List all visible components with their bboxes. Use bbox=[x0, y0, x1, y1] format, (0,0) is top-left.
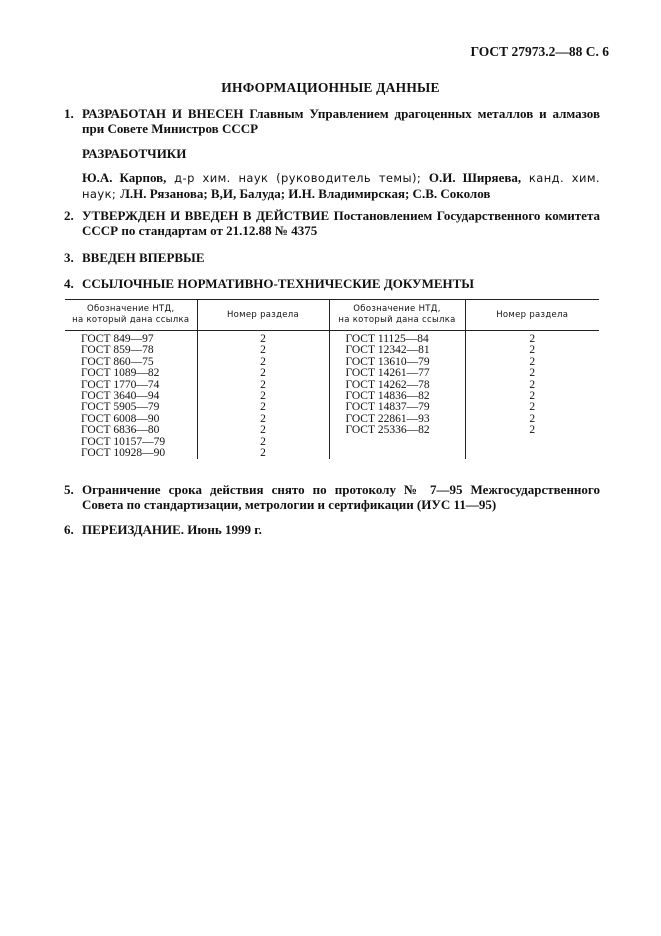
section-number-value: 2 bbox=[529, 401, 536, 414]
right-docs-cell bbox=[329, 331, 465, 460]
doc-designation: ГОСТ 10928—90 bbox=[81, 447, 166, 460]
doc-designation: ГОСТ 14836—82 bbox=[345, 390, 430, 403]
doc-designation: ГОСТ 859—78 bbox=[81, 344, 154, 357]
section-number-value: 2 bbox=[260, 344, 266, 357]
table-row bbox=[65, 331, 599, 460]
section-number-value: 2 bbox=[260, 367, 266, 380]
section-text: Ограничение срока действия снято по протоколу № 7—95 Межгосударственного Совета по стандартизации, метрологии и сертификации (ИУС 11—95) bbox=[82, 482, 600, 512]
doc-designation: ГОСТ 1089—82 bbox=[81, 367, 160, 380]
right-sections-cell bbox=[465, 331, 599, 460]
section-reissue bbox=[64, 522, 600, 537]
section-number-value: 2 bbox=[529, 424, 536, 437]
doc-designation: ГОСТ 14261—77 bbox=[345, 367, 430, 380]
doc-designation: ГОСТ 12342—81 bbox=[345, 344, 430, 357]
section-number-value: 2 bbox=[260, 401, 266, 414]
reference-documents-table bbox=[65, 299, 599, 459]
section-number-value: 2 bbox=[529, 367, 536, 380]
developers-heading: РАЗРАБОТЧИКИ bbox=[82, 146, 187, 161]
doc-designation: ГОСТ 14837—79 bbox=[345, 401, 430, 414]
doc-designation: ГОСТ 11125—84 bbox=[345, 333, 429, 345]
doc-designation: ГОСТ 13610—79 bbox=[345, 355, 430, 368]
section-number: 5. bbox=[64, 482, 74, 497]
page-title: ИНФОРМАЦИОННЫЕ ДАННЫЕ bbox=[221, 80, 440, 95]
section-number-value: 2 bbox=[260, 390, 266, 403]
section-number: 3. bbox=[64, 250, 74, 265]
doc-designation: ГОСТ 14262—78 bbox=[345, 378, 430, 391]
section-validity-limit bbox=[64, 482, 600, 512]
section-text: ПЕРЕИЗДАНИЕ. Июнь 1999 г. bbox=[82, 522, 262, 537]
column-header-section: Номер раздела bbox=[197, 300, 329, 331]
section-number-value: 2 bbox=[260, 378, 266, 391]
doc-designation: ГОСТ 22861—93 bbox=[345, 412, 430, 425]
doc-designation: ГОСТ 849—97 bbox=[81, 333, 154, 345]
developer-role: канд. хим. наук; bbox=[82, 171, 600, 201]
developer-name: О.И. Ширяева, bbox=[428, 170, 522, 185]
section-number-value: 2 bbox=[260, 333, 266, 345]
doc-designation: ГОСТ 10157—79 bbox=[81, 435, 166, 448]
page-header-code: ГОСТ 27973.2—88 С. 6 bbox=[470, 44, 609, 59]
section-reference-documents bbox=[64, 276, 600, 291]
section-number-value: 2 bbox=[529, 412, 536, 425]
section-number-value: 2 bbox=[529, 378, 536, 391]
section-number-value: 2 bbox=[260, 447, 266, 460]
section-first-introduced bbox=[64, 250, 600, 265]
column-header-section: Номер раздела bbox=[465, 300, 599, 331]
doc-designation: ГОСТ 3640—94 bbox=[81, 390, 160, 403]
section-number-value: 2 bbox=[260, 355, 266, 368]
left-docs-cell bbox=[65, 331, 197, 460]
developer-name: Ю.А. Карпов, bbox=[82, 170, 167, 185]
developer-role: д-р хим. наук (руководитель темы); bbox=[166, 171, 429, 185]
column-header-doc: Обозначение НТД, на который дана ссылка bbox=[65, 300, 197, 331]
left-sections-cell bbox=[197, 331, 329, 460]
doc-designation: ГОСТ 6836—80 bbox=[81, 424, 160, 437]
doc-designation: ГОСТ 1770—74 bbox=[81, 378, 160, 391]
doc-designation: ГОСТ 5905—79 bbox=[81, 401, 160, 414]
table-header-row bbox=[65, 300, 599, 331]
section-number-value: 2 bbox=[529, 355, 536, 368]
section-number-value: 2 bbox=[260, 412, 266, 425]
doc-designation: ГОСТ 6008—90 bbox=[81, 412, 160, 425]
section-number: 2. bbox=[64, 208, 74, 223]
section-text: РАЗРАБОТАН И ВНЕСЕН Главным Управлением драгоценных металлов и алмазов при Совете Министров СССР bbox=[82, 106, 600, 136]
section-number-value: 2 bbox=[529, 333, 536, 345]
section-developed bbox=[64, 106, 600, 136]
section-number: 1. bbox=[64, 106, 74, 121]
section-approved bbox=[64, 208, 600, 238]
section-number-value: 2 bbox=[260, 435, 266, 448]
section-text: УТВЕРЖДЕН И ВВЕДЕН В ДЕЙСТВИЕ Постановлением Государственного комитета СССР по стандартам от 21.12.88 № 4375 bbox=[82, 208, 600, 238]
section-number-value: 2 bbox=[529, 344, 536, 357]
section-number: 6. bbox=[64, 522, 74, 537]
section-text: ССЫЛОЧНЫЕ НОРМАТИВНО-ТЕХНИЧЕСКИЕ ДОКУМЕНТЫ bbox=[82, 276, 475, 291]
section-number: 4. bbox=[64, 276, 74, 291]
column-header-doc: Обозначение НТД, на который дана ссылка bbox=[329, 300, 465, 331]
doc-designation: ГОСТ 860—75 bbox=[81, 355, 154, 368]
section-number-value: 2 bbox=[260, 424, 266, 437]
section-text: ВВЕДЕН ВПЕРВЫЕ bbox=[82, 250, 205, 265]
doc-designation: ГОСТ 25336—82 bbox=[345, 424, 430, 437]
section-number-value: 2 bbox=[529, 390, 536, 403]
developer-names-rest: Л.Н. Рязанова; В,И, Балуда; И.Н. Владимирская; С.В. Соколов bbox=[120, 186, 491, 201]
developers-list bbox=[82, 170, 600, 202]
